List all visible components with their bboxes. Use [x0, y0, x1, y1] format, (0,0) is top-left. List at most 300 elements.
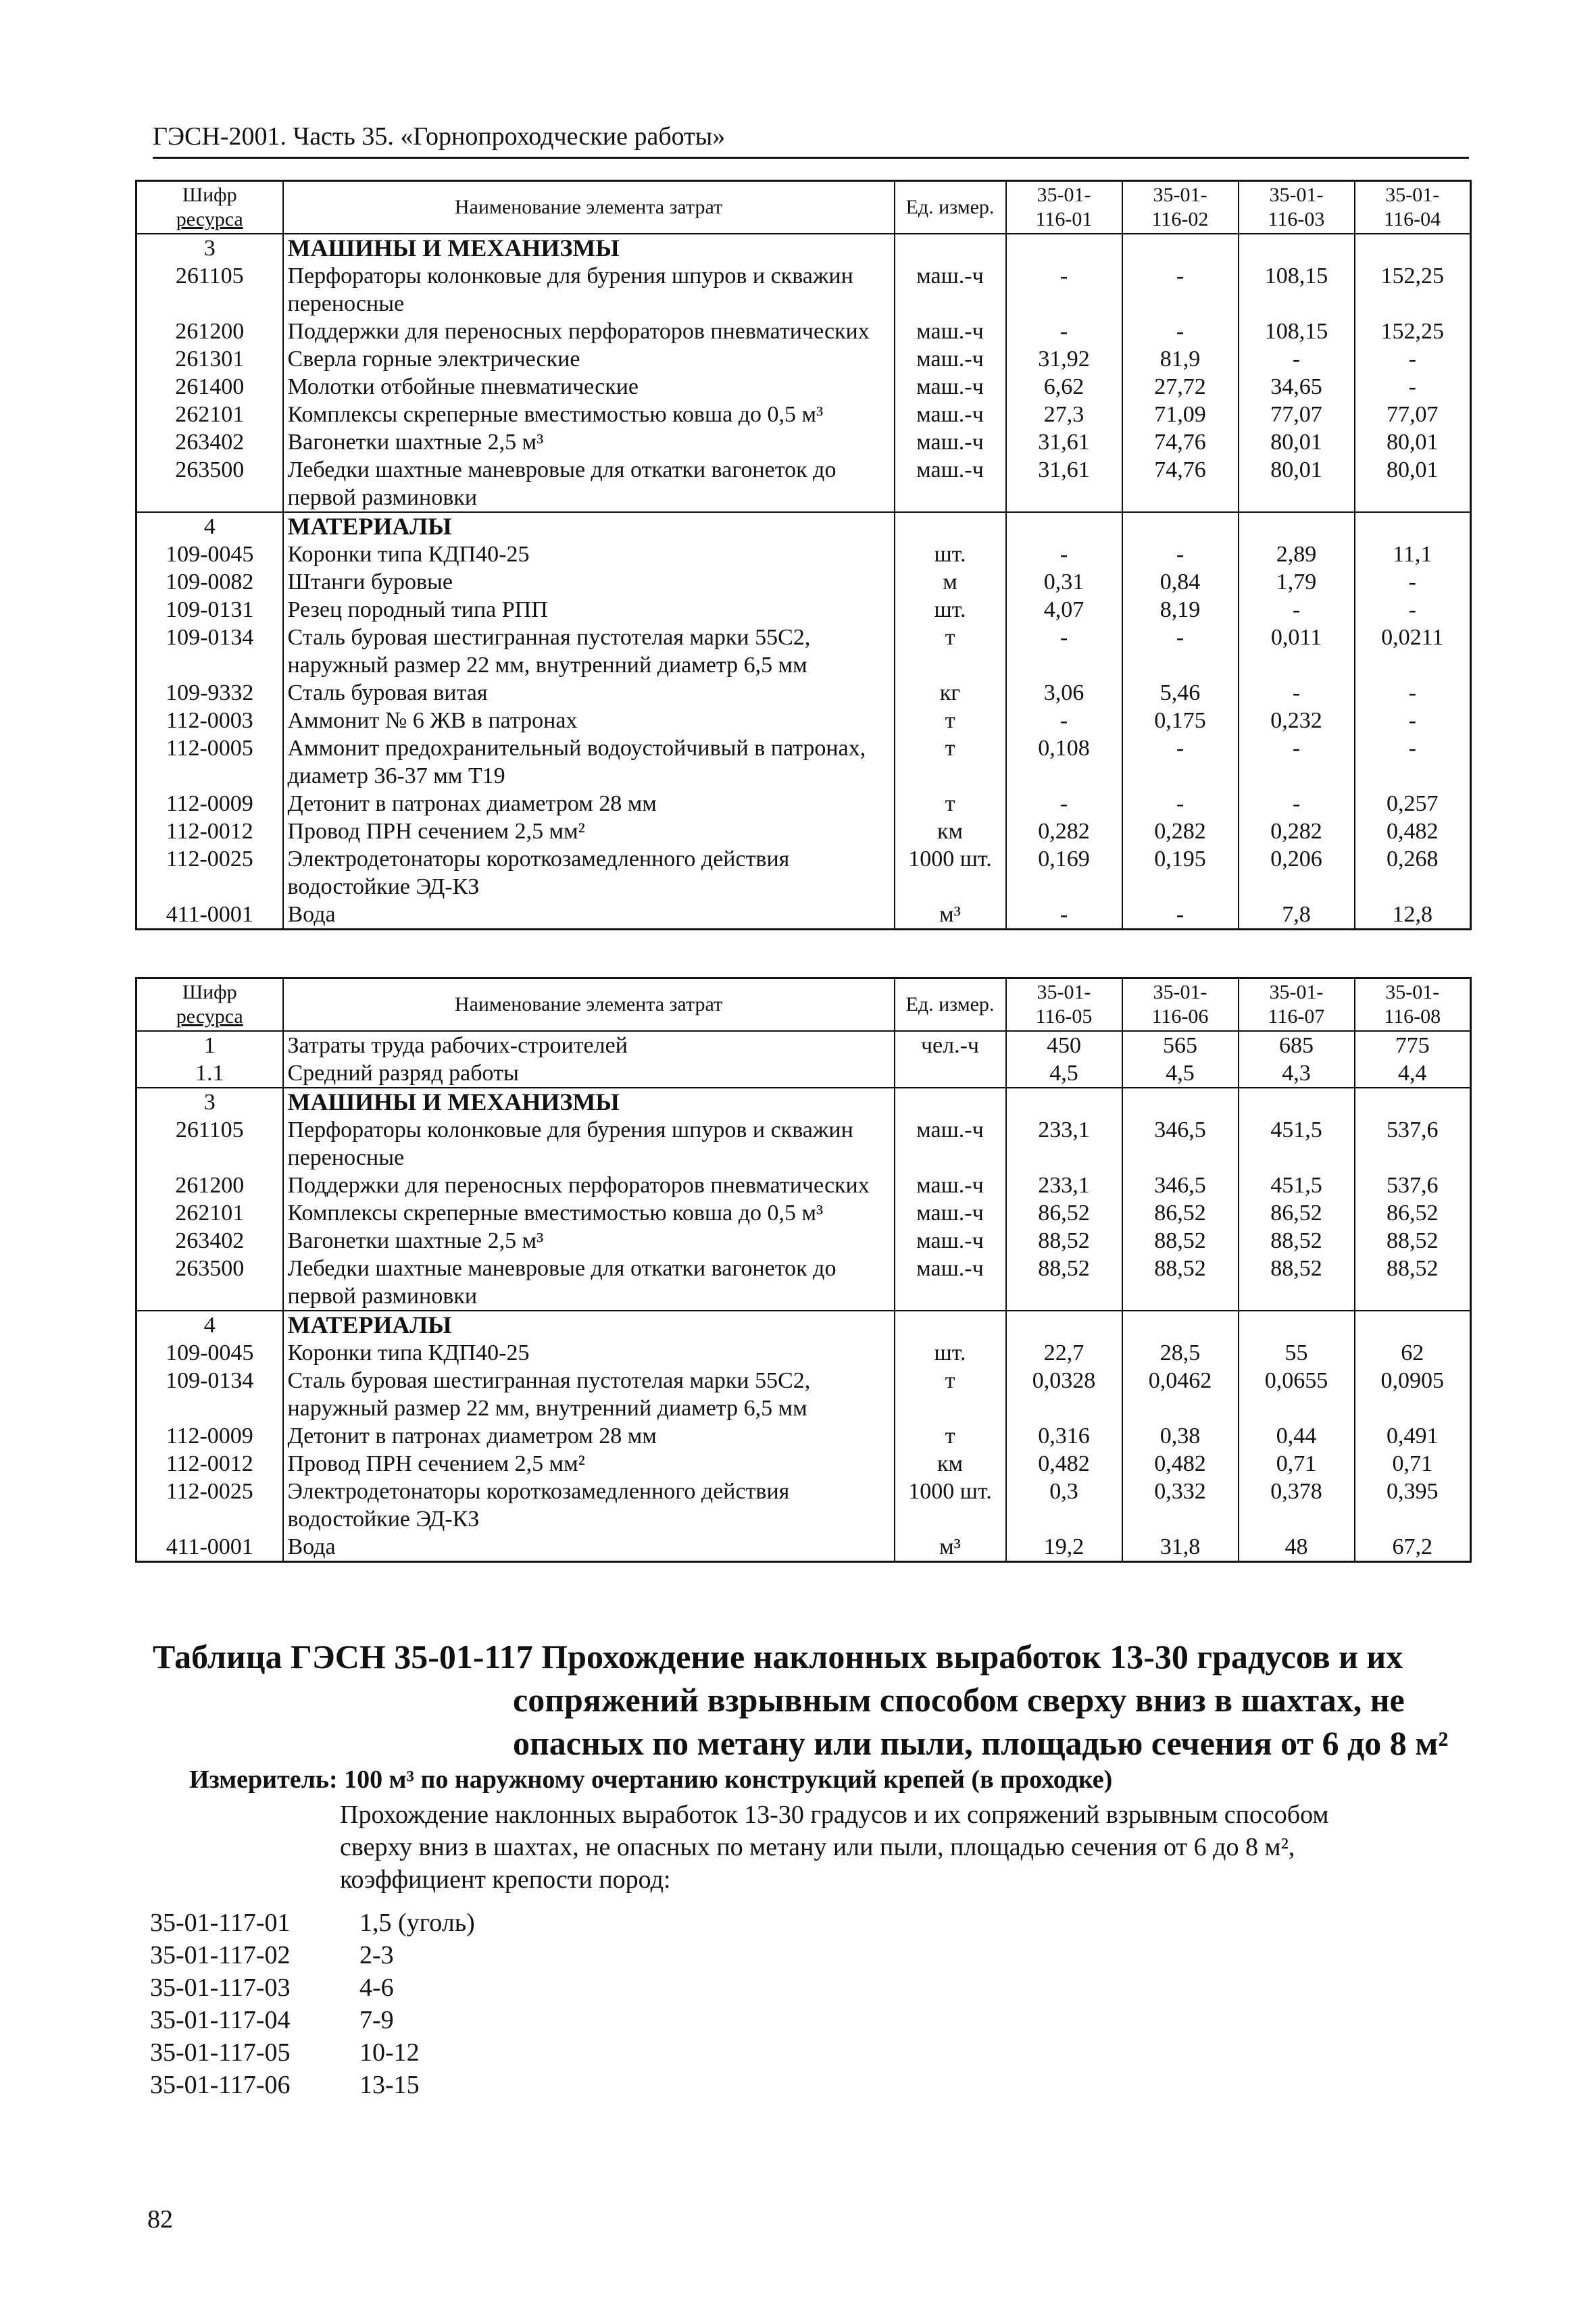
- value-cell: 27,72: [1122, 373, 1239, 401]
- code-list-item: [150, 2036, 475, 2069]
- section-title: МАШИНЫ И МЕХАНИЗМЫ: [283, 234, 895, 262]
- value-cell: 2,89: [1239, 540, 1355, 568]
- meter-line: Измеритель: 100 м³ по наружному очертанию конструкций крепей (в проходке): [189, 1765, 1113, 1794]
- value-cell: [1355, 512, 1471, 540]
- table-row: [136, 456, 1471, 512]
- resource-name: Поддержки для переносных перфораторов пневматических: [283, 1172, 895, 1199]
- value-cell: 88,52: [1006, 1227, 1122, 1255]
- table-row: [136, 901, 1471, 930]
- value-cell: 7,8: [1239, 901, 1355, 930]
- value-cell: 11,1: [1355, 540, 1471, 568]
- value-cell: 685: [1239, 1031, 1355, 1059]
- unit: [895, 234, 1006, 262]
- unit: 1000 шт.: [895, 845, 1006, 901]
- resource-code: 112-0005: [136, 734, 283, 790]
- table-row: [136, 401, 1471, 428]
- value-cell: 1,79: [1239, 568, 1355, 596]
- resource-name: Вагонетки шахтные 2,5 м³: [283, 428, 895, 456]
- value-cell: 81,9: [1122, 345, 1239, 373]
- value-cell: -: [1122, 734, 1239, 790]
- unit: т: [895, 624, 1006, 679]
- value-cell: 88,52: [1355, 1255, 1471, 1311]
- resource-code: 109-0082: [136, 568, 283, 596]
- page-number: 82: [147, 2205, 173, 2234]
- value-cell: -: [1239, 345, 1355, 373]
- code-list-item: [150, 1971, 475, 2004]
- unit: шт.: [895, 540, 1006, 568]
- value-cell: 86,52: [1239, 1199, 1355, 1227]
- section-row: [136, 1311, 1471, 1339]
- unit: маш.-ч: [895, 345, 1006, 373]
- value-cell: -: [1239, 734, 1355, 790]
- value-cell: 27,3: [1006, 401, 1122, 428]
- value-cell: -: [1006, 318, 1122, 345]
- value-cell: 0,71: [1239, 1450, 1355, 1478]
- resource-name: Сверла горные электрические: [283, 345, 895, 373]
- unit: т: [895, 734, 1006, 790]
- resource-name: Средний разряд работы: [283, 1059, 895, 1088]
- table-row: [136, 428, 1471, 456]
- header-col-4: 35-01- 116-08: [1355, 978, 1471, 1032]
- unit: км: [895, 818, 1006, 845]
- table-row: [136, 818, 1471, 845]
- table-title-line-3: опасных по метану или пыли, площадью сечения от 6 до 8 м²: [513, 1724, 1449, 1762]
- unit: маш.-ч: [895, 373, 1006, 401]
- header-col-4: 35-01- 116-04: [1355, 181, 1471, 234]
- value-cell: 80,01: [1355, 428, 1471, 456]
- value-cell: 346,5: [1122, 1116, 1239, 1172]
- table-row: [136, 568, 1471, 596]
- code-list-item: [150, 1907, 475, 1939]
- unit: маш.-ч: [895, 456, 1006, 512]
- value-cell: 74,76: [1122, 428, 1239, 456]
- table-header: [136, 978, 1471, 1032]
- value-cell: 565: [1122, 1031, 1239, 1059]
- resource-code: 1.1: [136, 1059, 283, 1088]
- value-cell: 0,0462: [1122, 1367, 1239, 1422]
- value-cell: [1239, 512, 1355, 540]
- value-cell: 6,62: [1006, 373, 1122, 401]
- value-cell: 108,15: [1239, 318, 1355, 345]
- value-cell: 0,84: [1122, 568, 1239, 596]
- resource-code: 109-0134: [136, 624, 283, 679]
- resource-code: 4: [136, 512, 283, 540]
- value-cell: 451,5: [1239, 1116, 1355, 1172]
- resource-name: Штанги буровые: [283, 568, 895, 596]
- table-row: [136, 679, 1471, 707]
- value-cell: 0,268: [1355, 845, 1471, 901]
- value-cell: 346,5: [1122, 1172, 1239, 1199]
- section-row: [136, 1088, 1471, 1116]
- resource-code: 112-0025: [136, 1478, 283, 1533]
- resource-name: Провод ПРН сечением 2,5 мм²: [283, 818, 895, 845]
- description-paragraph: Прохождение наклонных выработок 13-30 градусов и их сопряжений взрывным способом сверху вниз в шахтах, не опасных по метану или пыли, площадью сечения от 6 до 8 м², коэффициент крепости пород:: [340, 1801, 1329, 1894]
- value-cell: [1355, 1311, 1471, 1339]
- table-body: [136, 1031, 1471, 1562]
- resource-code: 112-0025: [136, 845, 283, 901]
- resource-code: 263500: [136, 456, 283, 512]
- value-cell: 0,0905: [1355, 1367, 1471, 1422]
- value-cell: 88,52: [1355, 1227, 1471, 1255]
- value-cell: 0,232: [1239, 707, 1355, 734]
- value-cell: 88,52: [1239, 1227, 1355, 1255]
- header-col-1: 35-01- 116-01: [1006, 181, 1122, 234]
- value-cell: -: [1006, 624, 1122, 679]
- value-cell: 34,65: [1239, 373, 1355, 401]
- resource-code: 112-0003: [136, 707, 283, 734]
- table-row: [136, 1450, 1471, 1478]
- value-cell: 4,4: [1355, 1059, 1471, 1088]
- value-cell: [1122, 1311, 1239, 1339]
- resource-name: Резец породный типа РПП: [283, 596, 895, 624]
- value-cell: 88,52: [1239, 1255, 1355, 1311]
- value-cell: [1239, 1088, 1355, 1116]
- value-cell: 152,25: [1355, 318, 1471, 345]
- value-cell: 0,3: [1006, 1478, 1122, 1533]
- resource-name: Перфораторы колонковые для бурения шпуров и скважин переносные: [283, 262, 895, 318]
- value-cell: -: [1355, 345, 1471, 373]
- value-cell: [1122, 512, 1239, 540]
- value-cell: 0,257: [1355, 790, 1471, 818]
- unit: м³: [895, 901, 1006, 930]
- value-cell: 31,8: [1122, 1533, 1239, 1562]
- resource-code: 109-0045: [136, 540, 283, 568]
- resource-code: 261200: [136, 1172, 283, 1199]
- value-cell: 451,5: [1239, 1172, 1355, 1199]
- value-cell: 0,316: [1006, 1422, 1122, 1450]
- value-cell: 74,76: [1122, 456, 1239, 512]
- value-cell: 775: [1355, 1031, 1471, 1059]
- resource-name: Лебедки шахтные маневровые для откатки вагонеток до первой разминовки: [283, 456, 895, 512]
- unit: м: [895, 568, 1006, 596]
- table-row: [136, 345, 1471, 373]
- value-cell: -: [1239, 596, 1355, 624]
- value-cell: 62: [1355, 1339, 1471, 1367]
- value-cell: 4,07: [1006, 596, 1122, 624]
- resource-name: Вода: [283, 901, 895, 930]
- value-cell: 108,15: [1239, 262, 1355, 318]
- table-row: [136, 373, 1471, 401]
- value-cell: 0,482: [1122, 1450, 1239, 1478]
- value-cell: 0,195: [1122, 845, 1239, 901]
- code-value: 2-3: [359, 1941, 394, 1969]
- resource-code: 109-9332: [136, 679, 283, 707]
- table-row: [136, 1059, 1471, 1088]
- value-cell: -: [1122, 262, 1239, 318]
- table-row: [136, 596, 1471, 624]
- value-cell: -: [1006, 901, 1122, 930]
- value-cell: -: [1239, 790, 1355, 818]
- value-cell: -: [1006, 540, 1122, 568]
- code: 35-01-117-05: [150, 2038, 291, 2067]
- table-row: [136, 1255, 1471, 1311]
- unit: 1000 шт.: [895, 1478, 1006, 1533]
- value-cell: -: [1122, 540, 1239, 568]
- resource-code: 411-0001: [136, 901, 283, 930]
- value-cell: 80,01: [1239, 456, 1355, 512]
- unit: км: [895, 1450, 1006, 1478]
- resource-code: 3: [136, 1088, 283, 1116]
- table-row: [136, 624, 1471, 679]
- value-cell: 0,175: [1122, 707, 1239, 734]
- table-row: [136, 318, 1471, 345]
- resource-table-1: [135, 180, 1472, 930]
- unit: маш.-ч: [895, 1255, 1006, 1311]
- resource-code: 109-0131: [136, 596, 283, 624]
- value-cell: 0,332: [1122, 1478, 1239, 1533]
- resource-name: Вагонетки шахтные 2,5 м³: [283, 1227, 895, 1255]
- header-col-2: 35-01- 116-06: [1122, 978, 1239, 1032]
- value-cell: 4,5: [1122, 1059, 1239, 1088]
- header-unit: Ед. измер.: [895, 181, 1006, 234]
- unit: маш.-ч: [895, 1172, 1006, 1199]
- value-cell: 152,25: [1355, 262, 1471, 318]
- value-cell: 0,482: [1355, 818, 1471, 845]
- value-cell: 450: [1006, 1031, 1122, 1059]
- value-cell: -: [1006, 790, 1122, 818]
- value-cell: [1355, 1088, 1471, 1116]
- value-cell: 0,378: [1239, 1478, 1355, 1533]
- section-title: МАТЕРИАЛЫ: [283, 512, 895, 540]
- value-cell: -: [1122, 624, 1239, 679]
- table-row: [136, 540, 1471, 568]
- value-cell: 28,5: [1122, 1339, 1239, 1367]
- value-cell: -: [1355, 707, 1471, 734]
- resource-table-2: [135, 977, 1472, 1563]
- table-body: [136, 234, 1471, 930]
- resource-name: Вода: [283, 1533, 895, 1562]
- table-row: [136, 1478, 1471, 1533]
- table-row: [136, 1172, 1471, 1199]
- value-cell: [1006, 512, 1122, 540]
- header-name: Наименование элемента затрат: [283, 978, 895, 1032]
- resource-name: Сталь буровая шестигранная пустотелая марки 55С2, наружный размер 22 мм, внутренний диаметр 6,5 мм: [283, 624, 895, 679]
- value-cell: -: [1355, 373, 1471, 401]
- table-row: [136, 262, 1471, 318]
- value-cell: 86,52: [1355, 1199, 1471, 1227]
- code: 35-01-117-06: [150, 2071, 291, 2099]
- unit: маш.-ч: [895, 318, 1006, 345]
- table-row: [136, 845, 1471, 901]
- value-cell: 0,31: [1006, 568, 1122, 596]
- header-col-3: 35-01- 116-03: [1239, 181, 1355, 234]
- value-cell: 31,92: [1006, 345, 1122, 373]
- table-row: [136, 1422, 1471, 1450]
- table-row: [136, 707, 1471, 734]
- resource-name: Сталь буровая шестигранная пустотелая марки 55С2, наружный размер 22 мм, внутренний диаметр 6,5 мм: [283, 1367, 895, 1422]
- resource-name: Лебедки шахтные маневровые для откатки вагонеток до первой разминовки: [283, 1255, 895, 1311]
- resource-code: 112-0012: [136, 1450, 283, 1478]
- table-row: [136, 1116, 1471, 1172]
- unit: маш.-ч: [895, 1227, 1006, 1255]
- code-list-item: [150, 2069, 475, 2101]
- resource-code: 263402: [136, 1227, 283, 1255]
- value-cell: 88,52: [1122, 1227, 1239, 1255]
- resource-code: 263402: [136, 428, 283, 456]
- section-row: [136, 234, 1471, 262]
- value-cell: [1006, 1311, 1122, 1339]
- resource-code: 261200: [136, 318, 283, 345]
- resource-code: 261105: [136, 1116, 283, 1172]
- value-cell: 31,61: [1006, 428, 1122, 456]
- header-code: Шифр ресурса: [136, 181, 283, 234]
- resource-code: 112-0009: [136, 790, 283, 818]
- value-cell: 0,491: [1355, 1422, 1471, 1450]
- value-cell: 537,6: [1355, 1116, 1471, 1172]
- value-cell: 77,07: [1355, 401, 1471, 428]
- resource-name: Детонит в патронах диаметром 28 мм: [283, 790, 895, 818]
- resource-name: Электродетонаторы короткозамедленного действия водостойкие ЭД-КЗ: [283, 1478, 895, 1533]
- unit: [895, 1088, 1006, 1116]
- code: 35-01-117-03: [150, 1973, 291, 2002]
- code-value: 1,5 (уголь): [359, 1909, 475, 1937]
- resource-name: Перфораторы колонковые для бурения шпуров и скважин переносные: [283, 1116, 895, 1172]
- value-cell: [1006, 234, 1122, 262]
- value-cell: [1122, 1088, 1239, 1116]
- code-value: 4-6: [359, 1973, 394, 2002]
- value-cell: 5,46: [1122, 679, 1239, 707]
- table-title-line-1: Таблица ГЭСН 35-01-117 Прохождение наклонных выработок 13-30 градусов и их: [153, 1638, 1403, 1676]
- unit: т: [895, 1422, 1006, 1450]
- resource-code: 263500: [136, 1255, 283, 1311]
- resource-name: Комплексы скреперные вместимостью ковша до 0,5 м³: [283, 401, 895, 428]
- value-cell: 0,282: [1122, 818, 1239, 845]
- value-cell: 88,52: [1122, 1255, 1239, 1311]
- header-unit: Ед. измер.: [895, 978, 1006, 1032]
- value-cell: 80,01: [1239, 428, 1355, 456]
- value-cell: -: [1355, 568, 1471, 596]
- value-cell: 0,108: [1006, 734, 1122, 790]
- header-name: Наименование элемента затрат: [283, 181, 895, 234]
- value-cell: 0,395: [1355, 1478, 1471, 1533]
- resource-code: 262101: [136, 1199, 283, 1227]
- unit: м³: [895, 1533, 1006, 1562]
- code-value: 10-12: [359, 2038, 420, 2067]
- resource-name: Аммонит предохранительный водоустойчивый в патронах, диаметр 36-37 мм Т19: [283, 734, 895, 790]
- code-list-item: [150, 2004, 475, 2036]
- value-cell: 71,09: [1122, 401, 1239, 428]
- value-cell: 80,01: [1355, 456, 1471, 512]
- value-cell: [1239, 234, 1355, 262]
- table-row: [136, 734, 1471, 790]
- unit: маш.-ч: [895, 262, 1006, 318]
- value-cell: 0,71: [1355, 1450, 1471, 1478]
- resource-code: 4: [136, 1311, 283, 1339]
- value-cell: 233,1: [1006, 1116, 1122, 1172]
- value-cell: 0,282: [1006, 818, 1122, 845]
- resource-code: 112-0012: [136, 818, 283, 845]
- value-cell: 0,0655: [1239, 1367, 1355, 1422]
- value-cell: [1122, 234, 1239, 262]
- value-cell: -: [1122, 318, 1239, 345]
- unit: т: [895, 790, 1006, 818]
- value-cell: 4,5: [1006, 1059, 1122, 1088]
- resource-code: 411-0001: [136, 1533, 283, 1562]
- table-title-line-2: сопряжений взрывным способом сверху вниз в шахтах, не: [513, 1681, 1405, 1719]
- table-row: [136, 1339, 1471, 1367]
- resource-code: 261105: [136, 262, 283, 318]
- value-cell: 0,0328: [1006, 1367, 1122, 1422]
- unit: маш.-ч: [895, 401, 1006, 428]
- resource-code: 262101: [136, 401, 283, 428]
- table-row: [136, 1227, 1471, 1255]
- resource-name: Сталь буровая витая: [283, 679, 895, 707]
- table-row: [136, 790, 1471, 818]
- unit: маш.-ч: [895, 428, 1006, 456]
- unit: шт.: [895, 1339, 1006, 1367]
- resource-code: 109-0134: [136, 1367, 283, 1422]
- header-col-3: 35-01- 116-07: [1239, 978, 1355, 1032]
- resource-name: Провод ПРН сечением 2,5 мм²: [283, 1450, 895, 1478]
- value-cell: 86,52: [1122, 1199, 1239, 1227]
- value-cell: 0,0211: [1355, 624, 1471, 679]
- unit: [895, 1311, 1006, 1339]
- value-cell: -: [1006, 262, 1122, 318]
- value-cell: 12,8: [1355, 901, 1471, 930]
- value-cell: 19,2: [1006, 1533, 1122, 1562]
- table-row: [136, 1367, 1471, 1422]
- unit: маш.-ч: [895, 1116, 1006, 1172]
- code: 35-01-117-04: [150, 2006, 291, 2034]
- table-header: [136, 181, 1471, 234]
- value-cell: [1006, 1088, 1122, 1116]
- value-cell: 0,011: [1239, 624, 1355, 679]
- value-cell: -: [1355, 734, 1471, 790]
- value-cell: 55: [1239, 1339, 1355, 1367]
- unit: [895, 1059, 1006, 1088]
- resource-code: 261301: [136, 345, 283, 373]
- resource-code: 261400: [136, 373, 283, 401]
- value-cell: [1355, 234, 1471, 262]
- value-cell: -: [1239, 679, 1355, 707]
- value-cell: 77,07: [1239, 401, 1355, 428]
- value-cell: 537,6: [1355, 1172, 1471, 1199]
- value-cell: 86,52: [1006, 1199, 1122, 1227]
- value-cell: 0,38: [1122, 1422, 1239, 1450]
- code: 35-01-117-02: [150, 1941, 291, 1969]
- value-cell: 3,06: [1006, 679, 1122, 707]
- value-cell: 0,206: [1239, 845, 1355, 901]
- value-cell: 88,52: [1006, 1255, 1122, 1311]
- header-col-1: 35-01- 116-05: [1006, 978, 1122, 1032]
- resource-code: 1: [136, 1031, 283, 1059]
- resource-name: Поддержки для переносных перфораторов пневматических: [283, 318, 895, 345]
- section-row: [136, 512, 1471, 540]
- value-cell: -: [1006, 707, 1122, 734]
- resource-code: 109-0045: [136, 1339, 283, 1367]
- value-cell: -: [1122, 901, 1239, 930]
- value-cell: 0,482: [1006, 1450, 1122, 1478]
- unit: маш.-ч: [895, 1199, 1006, 1227]
- value-cell: -: [1355, 596, 1471, 624]
- value-cell: 233,1: [1006, 1172, 1122, 1199]
- value-cell: 48: [1239, 1533, 1355, 1562]
- section-title: МАШИНЫ И МЕХАНИЗМЫ: [283, 1088, 895, 1116]
- value-cell: 31,61: [1006, 456, 1122, 512]
- value-cell: 0,282: [1239, 818, 1355, 845]
- unit: шт.: [895, 596, 1006, 624]
- code-list-item: [150, 1939, 475, 1971]
- value-cell: -: [1122, 790, 1239, 818]
- table-row: [136, 1199, 1471, 1227]
- resource-code: 3: [136, 234, 283, 262]
- code-value: 7-9: [359, 2006, 394, 2034]
- resource-name: Коронки типа КДП40-25: [283, 540, 895, 568]
- unit: чел.-ч: [895, 1031, 1006, 1059]
- section-title: МАТЕРИАЛЫ: [283, 1311, 895, 1339]
- value-cell: 67,2: [1355, 1533, 1471, 1562]
- resource-name: Аммонит № 6 ЖВ в патронах: [283, 707, 895, 734]
